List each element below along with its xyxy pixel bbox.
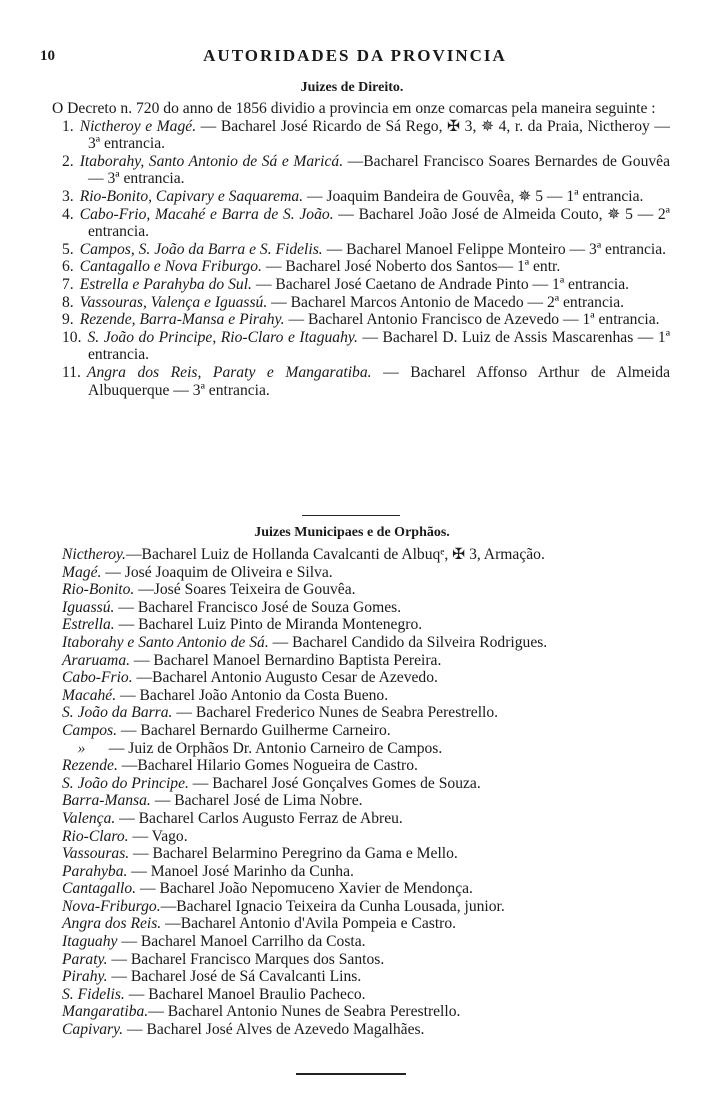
place-name: Itaguahy xyxy=(62,933,118,951)
judge-text: — Bacharel Antonio Francisco de Azevedo — 1ª entrancia. xyxy=(284,311,660,329)
place-name: Vassouras, Valença e Iguassú. xyxy=(79,293,268,311)
judge-text: — Bacharel Antonio Nunes de Seabra Perestrello. xyxy=(148,1003,461,1021)
list-item xyxy=(62,915,682,933)
comarca-item xyxy=(52,205,674,241)
comarca-item xyxy=(52,328,674,364)
judge-text: — Bacharel Bernardo Guilherme Carneiro. xyxy=(117,721,391,739)
list-item xyxy=(62,616,682,634)
list-item xyxy=(62,898,682,916)
judge-text: — Vago. xyxy=(128,827,188,845)
judge-text: — Bacharel José de Lima Nobre. xyxy=(150,792,363,810)
place-name: Pirahy. xyxy=(62,968,108,986)
comarca-item xyxy=(52,117,674,153)
judge-text: — Bacharel Marcos Antonio de Macedo — 2ª entrancia. xyxy=(267,293,625,311)
judge-text: — Bacharel Manoel Felippe Monteiro — 3ª entrancia. xyxy=(322,240,667,258)
judge-text: — Bacharel Carlos Augusto Ferraz de Abreu. xyxy=(115,809,403,827)
judge-text: — Juiz de Orphãos Dr. Antonio Carneiro de Campos. xyxy=(85,739,443,757)
place-name: Rio-Claro. xyxy=(62,827,129,845)
list-item xyxy=(62,1003,682,1021)
item-number: 7. xyxy=(62,275,74,293)
place-name: Nictheroy e Magé. xyxy=(79,117,197,135)
judge-text: — Bacharel José Ricardo de Sá Rego, ✠ 3, ✵ 4, r. da Praia, Nictheroy — 3ª entrancia. xyxy=(88,117,674,153)
list-item xyxy=(62,669,682,687)
item-number: 8. xyxy=(62,293,74,311)
list-item xyxy=(62,810,682,828)
place-name: Cabo-Frio, Macahé e Barra de S. João. xyxy=(79,205,334,223)
judge-text: — Bacharel João Nepomuceno Xavier de Mendonça. xyxy=(136,880,473,898)
judge-text: — Bacharel Candido da Silveira Rodrigues. xyxy=(268,633,548,651)
page-title: AUTORIDADES DA PROVINCIA xyxy=(203,46,507,65)
list-item xyxy=(62,581,682,599)
place-name: Rezende, Barra-Mansa e Pirahy. xyxy=(79,311,285,329)
place-name: Rio-Bonito. xyxy=(62,581,135,599)
judge-text: — Bacharel José Gonçalves Gomes de Souza. xyxy=(188,774,481,792)
decree-intro: O Decreto n. 720 do anno de 1856 dividio a provincia em onze comarcas pela maneira seguinte : xyxy=(52,100,656,117)
comarca-item xyxy=(52,188,670,206)
comarca-item xyxy=(52,258,670,276)
list-item xyxy=(62,986,682,1004)
judge-text: —Bacharel Hilario Gomes Nogueira de Castro. xyxy=(117,757,418,775)
place-name: Campos. xyxy=(62,721,118,739)
judge-text: — Bacharel D. Luiz de Assis Mascarenhas — 1ª entrancia. xyxy=(88,328,674,364)
page-number: 10 xyxy=(40,48,55,64)
list-item xyxy=(62,933,682,951)
place-name: Araruama. xyxy=(62,651,131,669)
judge-text: — Bacharel Francisco José de Souza Gomes. xyxy=(114,598,402,616)
place-name: Iguassú. xyxy=(62,598,115,616)
list-item xyxy=(62,880,682,898)
item-number: 10. xyxy=(62,328,82,346)
judge-text: — Bacharel Manoel Braulio Pacheco. xyxy=(124,985,366,1003)
juizes-municipaes-list xyxy=(62,546,682,1039)
judge-text: — Bacharel Manoel Carrilho da Costa. xyxy=(117,933,366,951)
item-number: 9. xyxy=(62,311,74,329)
judge-text: — Bacharel Affonso Arthur de Almeida Albuquerque — 3ª entrancia. xyxy=(88,363,674,399)
list-item xyxy=(62,564,682,582)
judge-text: —José Soares Teixeira de Gouvêa. xyxy=(134,581,356,599)
list-item xyxy=(62,863,682,881)
item-number: 11. xyxy=(62,363,81,381)
place-name: Cabo-Frio. xyxy=(62,669,133,687)
list-item xyxy=(62,687,682,705)
judge-text: —Bacharel Antonio Augusto Cesar de Azevedo. xyxy=(132,669,438,687)
place-name: S. João do Principe, Rio-Claro e Itaguahy. xyxy=(87,328,358,346)
judge-text: — Bacharel Belarmino Peregrino da Gama e Mello. xyxy=(129,845,458,863)
judge-text: — Bacharel Manoel Bernardino Baptista Pereira. xyxy=(130,651,442,669)
judge-text: — Bacharel José Noberto dos Santos— 1ª entr. xyxy=(261,258,561,276)
list-item xyxy=(62,652,682,670)
judge-text: — Bacharel João José de Almeida Couto, ✵ 5 — 2ª entrancia. xyxy=(88,205,674,241)
list-item xyxy=(62,634,682,652)
comarca-item xyxy=(52,311,670,329)
judge-text: —Bacharel Ignacio Teixeira da Cunha Lousada, junior. xyxy=(160,897,505,915)
place-name: Mangaratiba. xyxy=(62,1003,149,1021)
judge-text: — Bacharel Francisco Marques dos Santos. xyxy=(107,950,385,968)
judge-text: — Manoel José Marinho da Cunha. xyxy=(127,862,354,880)
list-item xyxy=(62,704,682,722)
judge-text: — Bacharel José de Sá Cavalcanti Lins. xyxy=(107,968,362,986)
item-number: 6. xyxy=(62,258,74,276)
judge-text: —Bacharel Antonio d'Avila Pompeia e Castro. xyxy=(161,915,457,933)
judge-text: — Bacharel Frederico Nunes de Seabra Perestrello. xyxy=(172,704,499,722)
place-name: Magé. xyxy=(62,563,102,581)
place-name: Capivary. xyxy=(62,1021,124,1039)
list-item xyxy=(62,757,682,775)
page-header xyxy=(40,46,670,70)
list-item xyxy=(62,968,682,986)
end-divider xyxy=(296,1073,406,1075)
list-item xyxy=(62,951,682,969)
place-name: Angra dos Reis. xyxy=(62,915,162,933)
place-name: Cantagallo. xyxy=(62,880,137,898)
place-name: Estrella e Parahyba do Sul. xyxy=(79,275,252,293)
place-name: Parahyba. xyxy=(62,862,128,880)
section-heading-juizes-direito: Juizes de Direito. xyxy=(300,80,404,95)
place-name: S. Fidelis. xyxy=(62,985,125,1003)
place-name: Nova-Friburgo. xyxy=(62,897,161,915)
place-name: Macahé. xyxy=(62,686,117,704)
item-number: 2. xyxy=(62,152,74,170)
place-name: » xyxy=(62,739,86,757)
list-item xyxy=(62,775,682,793)
place-name: Nictheroy. xyxy=(62,546,126,563)
judge-text: —Bacharel Francisco Soares Bernardes de Gouvêa — 3ª entrancia. xyxy=(88,152,674,188)
list-item xyxy=(62,740,682,758)
place-name: Itaborahy e Santo Antonio de Sá. xyxy=(62,633,269,651)
list-item xyxy=(62,599,682,617)
list-item xyxy=(62,845,682,863)
judge-text: — José Joaquim de Oliveira e Silva. xyxy=(101,563,333,581)
divider xyxy=(302,515,400,516)
place-name: Valença. xyxy=(62,809,116,827)
comarca-item xyxy=(52,363,674,399)
item-number: 5. xyxy=(62,240,74,258)
place-name: Campos, S. João da Barra e S. Fidelis. xyxy=(79,240,323,258)
place-name: Vassouras. xyxy=(62,845,130,863)
judge-text: —Bacharel Luiz de Hollanda Cavalcanti de Albuqᵉ, ✠ 3, Armação. xyxy=(125,546,545,563)
judge-text: — Bacharel José Caetano de Andrade Pinto — 1ª entrancia. xyxy=(251,275,630,293)
comarca-item xyxy=(52,276,670,294)
place-name: Rio-Bonito, Capivary e Saquarema. xyxy=(79,187,304,205)
place-name: S. João do Principe. xyxy=(62,774,189,792)
place-name: Barra-Mansa. xyxy=(62,792,151,810)
list-item xyxy=(62,546,682,564)
comarca-item xyxy=(52,294,670,312)
place-name: S. João da Barra. xyxy=(62,704,173,722)
juizes-direito-section xyxy=(52,100,674,399)
list-item xyxy=(62,792,682,810)
list-item xyxy=(62,828,682,846)
place-name: Paraty. xyxy=(62,950,108,968)
place-name: Angra dos Reis, Paraty e Mangaratiba. xyxy=(86,363,372,381)
item-number: 4. xyxy=(62,205,74,223)
place-name: Cantagallo e Nova Friburgo. xyxy=(79,258,262,276)
item-number: 3. xyxy=(62,187,74,205)
item-number: 1. xyxy=(62,117,74,135)
judge-text: — Bacharel Luiz Pinto de Miranda Montenegro. xyxy=(114,616,423,634)
comarca-item xyxy=(52,241,670,259)
comarca-item xyxy=(52,152,674,188)
section-heading-juizes-municipaes: Juizes Municipaes e de Orphãos. xyxy=(254,525,450,540)
list-item xyxy=(62,1021,682,1039)
place-name: Estrella. xyxy=(62,616,115,634)
judge-text: — Joaquim Bandeira de Gouvêa, ✵ 5 — 1ª entrancia. xyxy=(303,187,644,205)
place-name: Itaborahy, Santo Antonio de Sá e Maricá. xyxy=(79,152,344,170)
place-name: Rezende. xyxy=(62,757,118,775)
judge-text: — Bacharel José Alves de Azevedo Magalhães. xyxy=(123,1021,425,1039)
list-item xyxy=(62,722,682,740)
judge-text: — Bacharel João Antonio da Costa Bueno. xyxy=(116,686,389,704)
